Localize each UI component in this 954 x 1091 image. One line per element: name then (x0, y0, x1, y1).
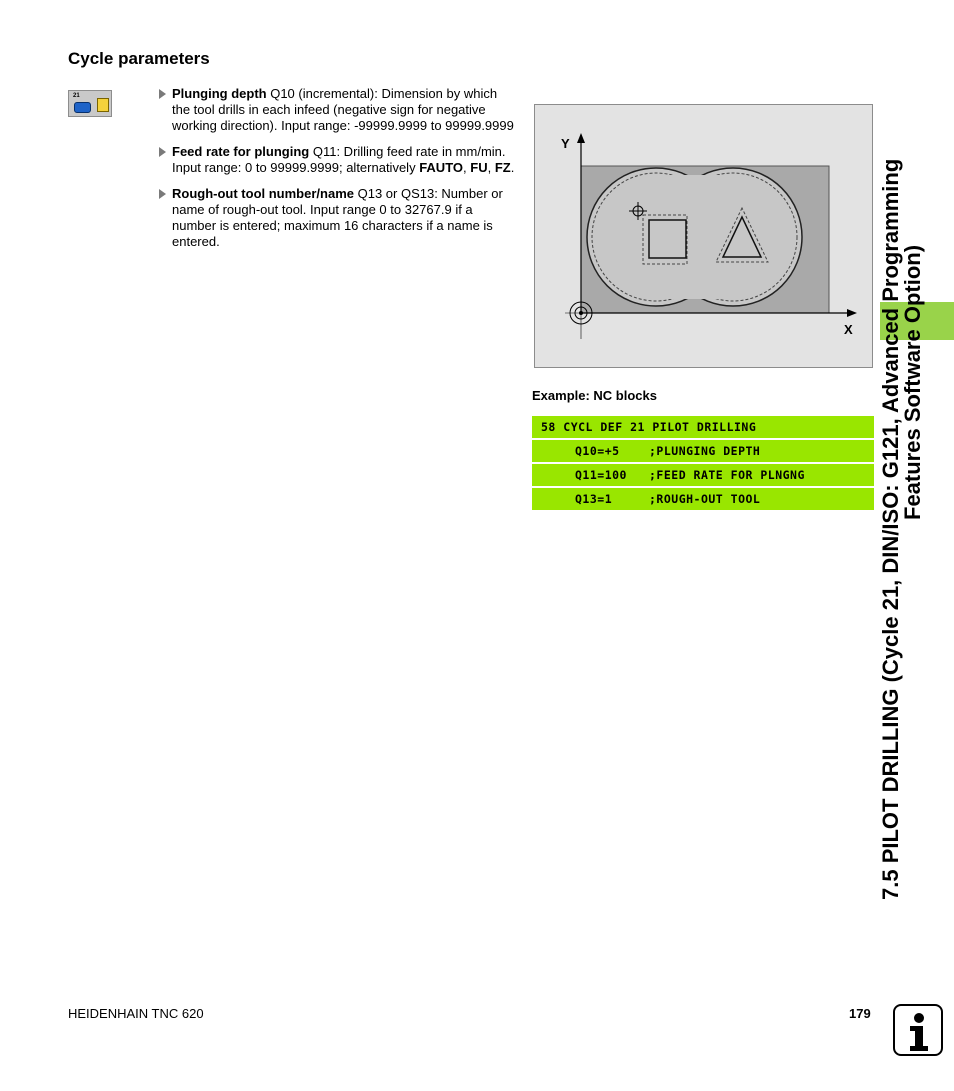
nc-block-code: 58 CYCL DEF 21 PILOT DRILLING (541, 420, 757, 434)
param-feed-rate: Feed rate for plunging Q11: Drilling feed rate in mm/min. Input range: 0 to 99999.9999; alternatively FAUTO, FU, FZ. (158, 144, 518, 176)
option-fauto: FAUTO (419, 160, 464, 175)
drill-tool-icon (97, 98, 109, 112)
param-name: Feed rate for plunging (172, 144, 310, 159)
nc-block-code: Q11=100 (575, 468, 627, 482)
nc-block-comment: ;ROUGH-OUT TOOL (649, 492, 761, 506)
chapter-title-line2: Features Software Option) (900, 244, 925, 520)
chapter-title (880, 40, 924, 900)
nc-block-row (532, 488, 874, 510)
pocket-diagram (535, 105, 874, 369)
x-axis-label: X (844, 322, 853, 337)
nc-block-code: Q13=1 (575, 492, 613, 506)
nc-block-comment: ;PLUNGING DEPTH (649, 444, 761, 458)
option-fz: FZ (494, 160, 511, 175)
param-name: Plunging depth (172, 86, 267, 101)
island-square (649, 220, 686, 258)
cycle-number: 21 (73, 93, 80, 99)
nc-block-row (532, 416, 874, 438)
nc-block-row (532, 464, 874, 486)
param-description: Q11: Drilling feed rate in mm/min. Input range: 0 to 99999.9999; alternatively (172, 144, 506, 175)
param-description: Q10 (incremental): Dimension by which the tool drills in each infeed (negative sign for negative working direction). Input range: -99999.9999 to 99999.9999 (172, 86, 514, 133)
nc-block-row (532, 440, 874, 462)
example-title: Example: NC blocks (532, 388, 657, 403)
info-icon (893, 1004, 943, 1056)
bullet-arrow-icon (159, 189, 166, 199)
contour-shape-icon (74, 102, 91, 113)
nc-block-comment: ;FEED RATE FOR PLNGNG (649, 468, 805, 482)
param-name: Rough-out tool number/name (172, 186, 354, 201)
param-plunging-depth (158, 86, 518, 134)
param-description: Q13 or QS13: Number or name of rough-out tool. Input range 0 to 32767.9 if a number is entered; maximum 16 characters if a name is entered. (172, 186, 503, 249)
section-heading: Cycle parameters (68, 49, 210, 68)
page-number: 179 (849, 1006, 871, 1021)
bullet-arrow-icon (159, 89, 166, 99)
nc-block-code: Q10=+5 (575, 444, 620, 458)
y-axis-label: Y (561, 136, 570, 151)
param-rough-out-tool (158, 186, 518, 250)
footer-product: HEIDENHAIN TNC 620 (68, 1006, 204, 1021)
cycle-illustration (534, 104, 873, 368)
pilot-drilling-cycle-icon (68, 90, 112, 117)
chapter-title-line1: 7.5 PILOT DRILLING (Cycle 21, DIN/ISO: G121, Advanced Programming (878, 158, 903, 900)
option-fu: FU (470, 160, 488, 175)
bullet-arrow-icon (159, 147, 166, 157)
parameter-list (158, 86, 518, 260)
